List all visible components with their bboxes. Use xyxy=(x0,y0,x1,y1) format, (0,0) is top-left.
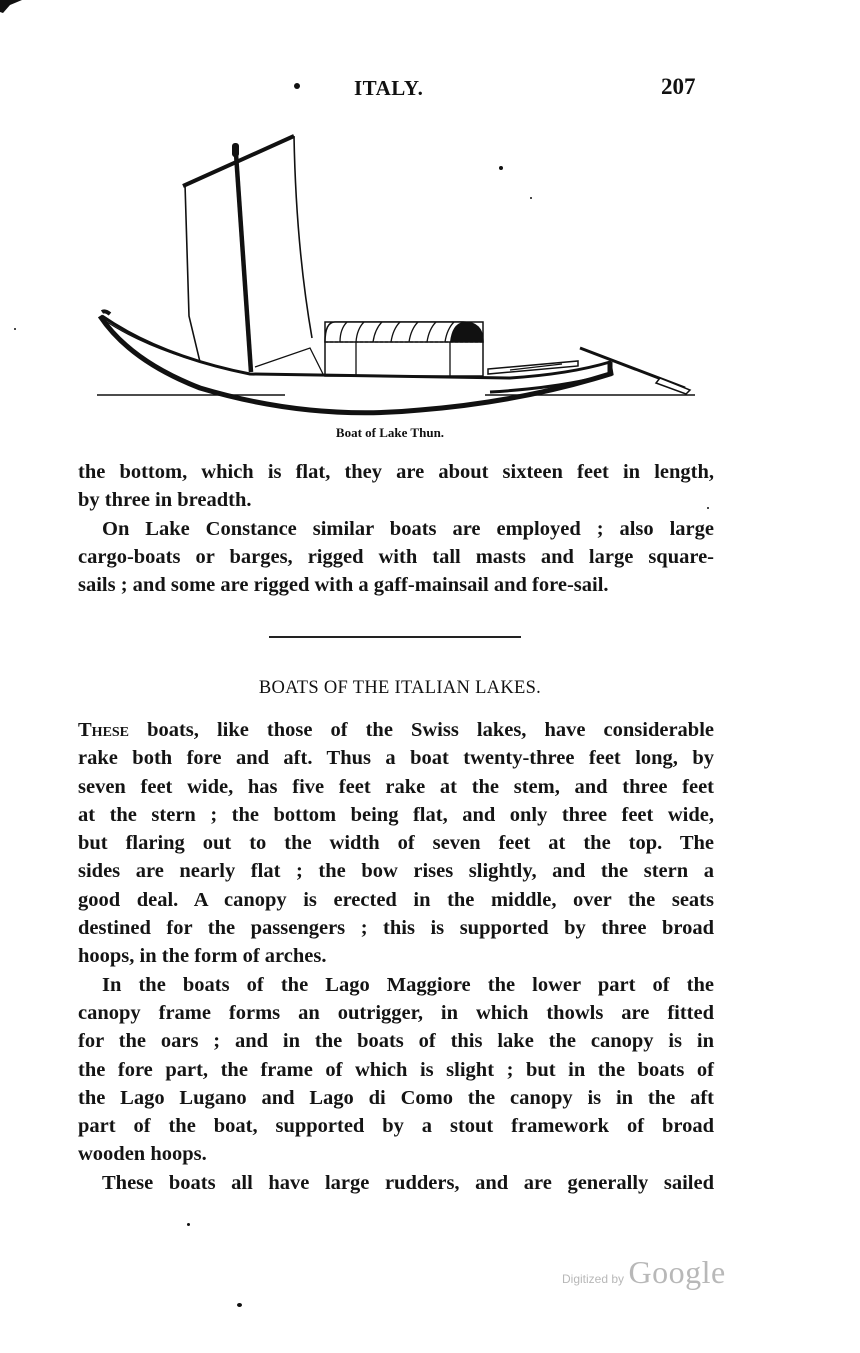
text-line: the Lago Lugano and Lago di Como the canopy is in the aft xyxy=(78,1086,714,1109)
text-line: but flaring out to the width of seven feet at the top. The xyxy=(78,832,714,855)
scan-speck xyxy=(237,1303,242,1307)
text-line: sides are nearly flat ; the bow rises slightly, and the stern a xyxy=(78,860,714,883)
scan-corner-artifact xyxy=(0,0,22,14)
text-line: hoops, in the form of arches. xyxy=(78,945,327,968)
section-heading: BOATS OF THE ITALIAN LAKES. xyxy=(258,678,542,698)
text-line: seven feet wide, has five feet rake at the stem, and three feet xyxy=(78,775,714,798)
section-body xyxy=(78,716,714,1197)
text-line: the bottom, which is flat, they are about sixteen feet in length, xyxy=(78,461,714,483)
text-line: canopy frame forms an outrigger, in which thowls are fitted xyxy=(78,1001,714,1024)
page-number: 207 xyxy=(661,74,696,99)
text-line: sails ; and some are rigged with a gaff-mainsail and fore-sail. xyxy=(78,574,609,597)
text-line: rake both fore and aft. Thus a boat twenty-three feet long, by xyxy=(78,747,714,770)
text-line: On Lake Constance similar boats are employed ; also large xyxy=(102,517,714,540)
drop-word: These xyxy=(78,719,130,741)
text-fragment: boats, like those of the Swiss lakes, have considerable xyxy=(129,719,714,741)
text-line: for the oars ; and in the boats of this lake the canopy is in xyxy=(78,1030,714,1053)
text-line xyxy=(78,716,714,744)
running-head-title: ITALY. xyxy=(354,76,424,100)
text-line: cargo-boats or barges, rigged with tall masts and large square- xyxy=(78,545,714,568)
figure-caption: Boat of Lake Thun. xyxy=(335,425,445,440)
text-line: the fore part, the frame of which is slight ; but in the boats of xyxy=(78,1058,714,1081)
scan-speck xyxy=(14,328,16,330)
text-line: part of the boat, supported by a stout framework of broad xyxy=(78,1115,714,1138)
figure-boat-of-lake-thun xyxy=(90,126,710,416)
watermark-prefix: Digitized by xyxy=(562,1272,625,1286)
text-line: wooden hoops. xyxy=(78,1143,207,1166)
watermark-brand: Google xyxy=(628,1254,726,1290)
text-line: good deal. A canopy is erected in the middle, over the seats xyxy=(78,888,714,911)
text-line: at the stern ; the bottom being flat, and only three feet wide, xyxy=(78,803,714,826)
bullet-mark xyxy=(294,83,300,89)
text-line: In the boats of the Lago Maggiore the lower part of the xyxy=(102,973,714,996)
text-line: destined for the passengers ; this is supported by three broad xyxy=(78,917,714,940)
text-line: These boats all have large rudders, and are generally sailed xyxy=(102,1171,714,1194)
scan-speck xyxy=(187,1223,190,1226)
scan-speck xyxy=(707,507,709,509)
text-line: by three in breadth. xyxy=(78,489,252,512)
digitized-by-google-watermark xyxy=(562,1254,726,1291)
continuation-text xyxy=(78,458,714,599)
section-divider xyxy=(269,636,521,638)
boat-illustration xyxy=(90,126,710,416)
running-head xyxy=(0,74,860,104)
